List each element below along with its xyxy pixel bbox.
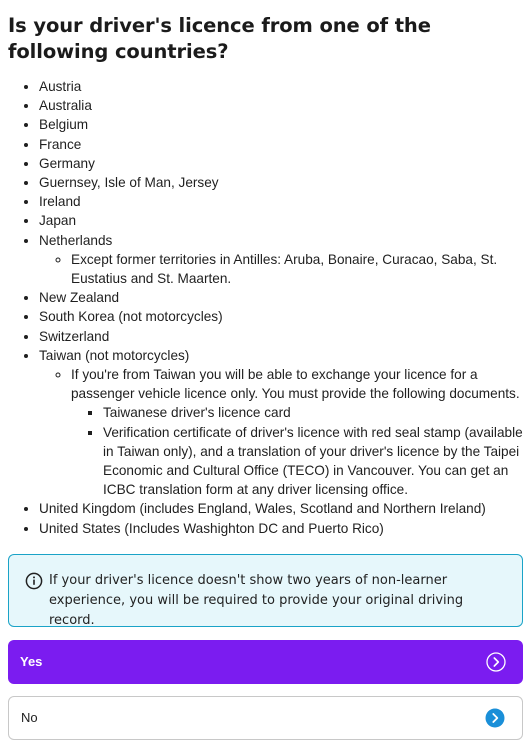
list-item: • South Korea (not motorcycles) bbox=[39, 307, 523, 326]
no-label: No bbox=[21, 710, 38, 726]
taiwan-documents-list bbox=[71, 403, 523, 499]
list-item: • Guernsey, Isle of Man, Jersey bbox=[39, 173, 523, 192]
yes-label: Yes bbox=[20, 654, 43, 670]
list-item: • Ireland bbox=[39, 192, 523, 211]
list-item: • Japan bbox=[39, 211, 523, 230]
info-alert bbox=[8, 554, 523, 627]
list-item: • United States (Includes Washighton DC and Puerto Rico) bbox=[39, 519, 523, 538]
taiwan-sublist bbox=[39, 365, 523, 499]
list-item: ◦ Except former territories in Antilles: Aruba, Bonaire, Curacao, Saba, St. Eustatius and St. Maarten. bbox=[71, 250, 523, 288]
country-list bbox=[8, 77, 523, 538]
list-item: • Belgium bbox=[39, 115, 523, 134]
list-item bbox=[71, 365, 523, 499]
list-item: ▪ Verification certificate of driver's licence with red seal stamp (available in Taiwan only), and a translation of your driver's licence by the Taipei Economic and Cultural Office (TECO) in Vancouver. You can get an ICBC translation form at any driver licensing office. bbox=[103, 423, 523, 500]
list-item bbox=[39, 231, 523, 289]
yes-button[interactable] bbox=[8, 640, 523, 684]
no-button[interactable] bbox=[8, 696, 523, 740]
list-item: • France bbox=[39, 135, 523, 154]
list-item-label: If you're from Taiwan you will be able to exchange your licence for a passenger vehicle licence only. You must provide the following documents. bbox=[71, 367, 520, 402]
list-item: • Australia bbox=[39, 96, 523, 115]
list-item: ▪ Taiwanese driver's licence card bbox=[103, 403, 523, 422]
list-item: • Germany bbox=[39, 154, 523, 173]
chevron-right-icon bbox=[485, 708, 505, 728]
alert-text: If your driver's licence doesn't show two years of non-learner experience, you will be required to provide your original driving record. bbox=[49, 572, 464, 628]
list-item: • New Zealand bbox=[39, 288, 523, 307]
list-item: • Austria bbox=[39, 77, 523, 96]
page-title: Is your driver's licence from one of the following countries? bbox=[8, 14, 431, 63]
list-item-label: Taiwan (not motorcycles) bbox=[39, 347, 190, 363]
list-item bbox=[39, 346, 523, 500]
list-item-label: Netherlands bbox=[39, 232, 113, 248]
list-item: • United Kingdom (includes England, Wales, Scotland and Northern Ireland) bbox=[39, 499, 523, 518]
netherlands-sublist bbox=[39, 250, 523, 288]
list-item: • Switzerland bbox=[39, 327, 523, 346]
chevron-right-icon bbox=[486, 652, 506, 672]
info-icon bbox=[25, 572, 43, 590]
